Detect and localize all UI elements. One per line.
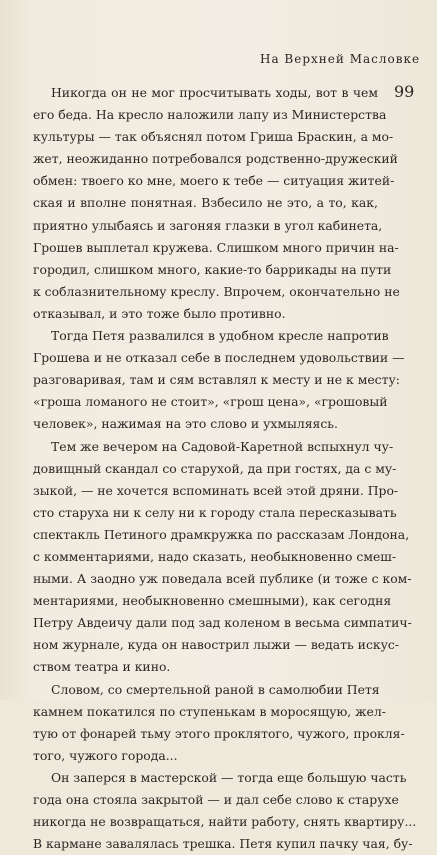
text-line: Тем же вечером на Садовой-Каретной вспыхнул чу- xyxy=(51,438,394,454)
text-line: жет, неожиданно потребовался родственно-дружеский xyxy=(33,151,398,167)
text-line: Он заперся в мастерской — тогда еще большую часть xyxy=(51,769,407,785)
text-line: Грошев выплетал кружева. Слишком много причин на- xyxy=(33,239,399,255)
text-line: спектакль Петиного драмкружка по рассказам Лондона, xyxy=(33,526,410,542)
text-line: никогда не возвращаться, найти работу, снять квартиру... xyxy=(33,814,417,830)
text-line: к соблазнительному креслу. Впрочем, окончательно не xyxy=(33,283,400,299)
text-line: ными. А заодно уж поведала всей публике (и тоже с ком- xyxy=(33,571,412,587)
text-line: довищный скандал со старухой, да при гостях, да с му- xyxy=(33,460,397,476)
text-line: зыкой, — не хочется вспоминать всей этой дряни. Про- xyxy=(33,482,399,498)
text-line: культуры — так объяснял потом Гриша Браскин, а мо- xyxy=(33,129,394,145)
text-line: разговаривая, там и сям вставлял к месту и не к месту: xyxy=(33,372,400,388)
text-line: обмен: твоего ко мне, моего к тебе — ситуация житей- xyxy=(33,173,395,189)
running-title: На Верхней Масловке xyxy=(260,52,421,66)
text-line: Петру Авдеичу дали под зад коленом в весьма симпатич- xyxy=(33,615,412,631)
text-line: года она стояла закрытой — и дал себе слово к старухе xyxy=(33,792,399,807)
text-line: Словом, со смертельной раной в самолюбии Петя xyxy=(51,681,380,697)
text-line: Грошева и не отказал себе в последнем удовольствии — xyxy=(33,350,405,366)
text-line: Тогда Петя развалился в удобном кресле напротив xyxy=(51,328,389,344)
text-line: ская и вполне понятная. Взбесило не это, а то, как, xyxy=(33,195,378,211)
text-line: приятно улыбаясь и загоняя глазки в угол кабинета, xyxy=(33,217,383,233)
text-line: ментариями, необыкновенно смешными), как сегодня xyxy=(33,593,392,609)
text-line: В кармане завалялась трешка. Петя купил пачку чая, бу- xyxy=(33,836,413,852)
text-line: городил, слишком много, какие-то баррикады на пути xyxy=(33,261,392,277)
text-line: «гроша ломаного не стоит», «грош цена», «грошовый xyxy=(33,394,388,410)
text-line: его беда. На кресло наложили лапу из Министерства xyxy=(33,107,387,123)
text-line: сто старуха ни к селу ни к городу стала пересказывать xyxy=(33,504,397,520)
text-line: камнем покатился по ступенькам в моросящую, жел- xyxy=(33,703,386,719)
page-number: 99 xyxy=(394,82,415,101)
text-line: ством театра и кино. xyxy=(33,659,171,675)
text-line: того, чужого города... xyxy=(33,747,178,763)
text-line: Никогда он не мог просчитывать ходы, вот в чем xyxy=(51,85,378,100)
text-line: с комментариями, надо сказать, необыкновенно смеш- xyxy=(33,548,397,564)
text-line: отказывал, и это тоже было противно. xyxy=(33,305,286,321)
text-line: тую от фонарей тьму этого проклятого, чужого, прокля- xyxy=(33,725,405,741)
text-line: ном журнале, куда он навострил лыжи — ведать искус- xyxy=(33,637,400,653)
text-line: человек», нажимая на это слово и ухмыляясь. xyxy=(33,416,338,432)
